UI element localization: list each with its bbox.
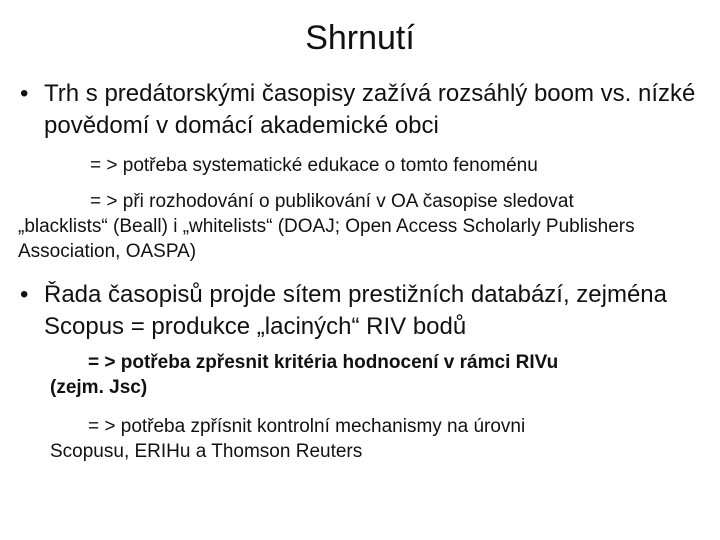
bullet-text: Trh s predátorskými časopisy zažívá rozsáhlý boom vs. nízké povědomí v domácí akademické obci — [44, 80, 696, 139]
subpoint-continuation: (zejm. Jsc) — [50, 377, 148, 398]
subpoint-continuation: Scopusu, ERIHu a Thomson Reuters — [50, 441, 363, 462]
subpoint-bold — [50, 350, 710, 400]
subpoint-line: = > potřeba zpřísnit kontrolní mechanismy na úrovni — [88, 416, 526, 437]
bullet-marker: • — [20, 80, 29, 107]
slide-title: Shrnutí — [305, 19, 415, 57]
subpoint-text: = > potřeba systematické edukace o tomto fenoménu — [90, 155, 538, 176]
bullet-text: Řada časopisů projde sítem prestižních databází, zejména Scopus = produkce „laciných“ RIV bodů — [44, 281, 668, 340]
subpoint-line: = > při rozhodování o publikování v OA časopise sledovat — [90, 191, 574, 212]
bullet-point — [20, 78, 710, 142]
subpoint — [50, 414, 710, 464]
subpoint-continuation: „blacklists“ (Beall) i „whitelists“ (DOAJ; Open Access Scholarly Publishers Association, OASPA) — [18, 216, 635, 262]
bullet-marker: • — [20, 281, 29, 308]
subpoint — [18, 189, 713, 264]
bullet-point — [20, 279, 710, 343]
subpoint-line: = > potřeba zpřesnit kritéria hodnocení v rámci RIVu — [88, 352, 559, 373]
